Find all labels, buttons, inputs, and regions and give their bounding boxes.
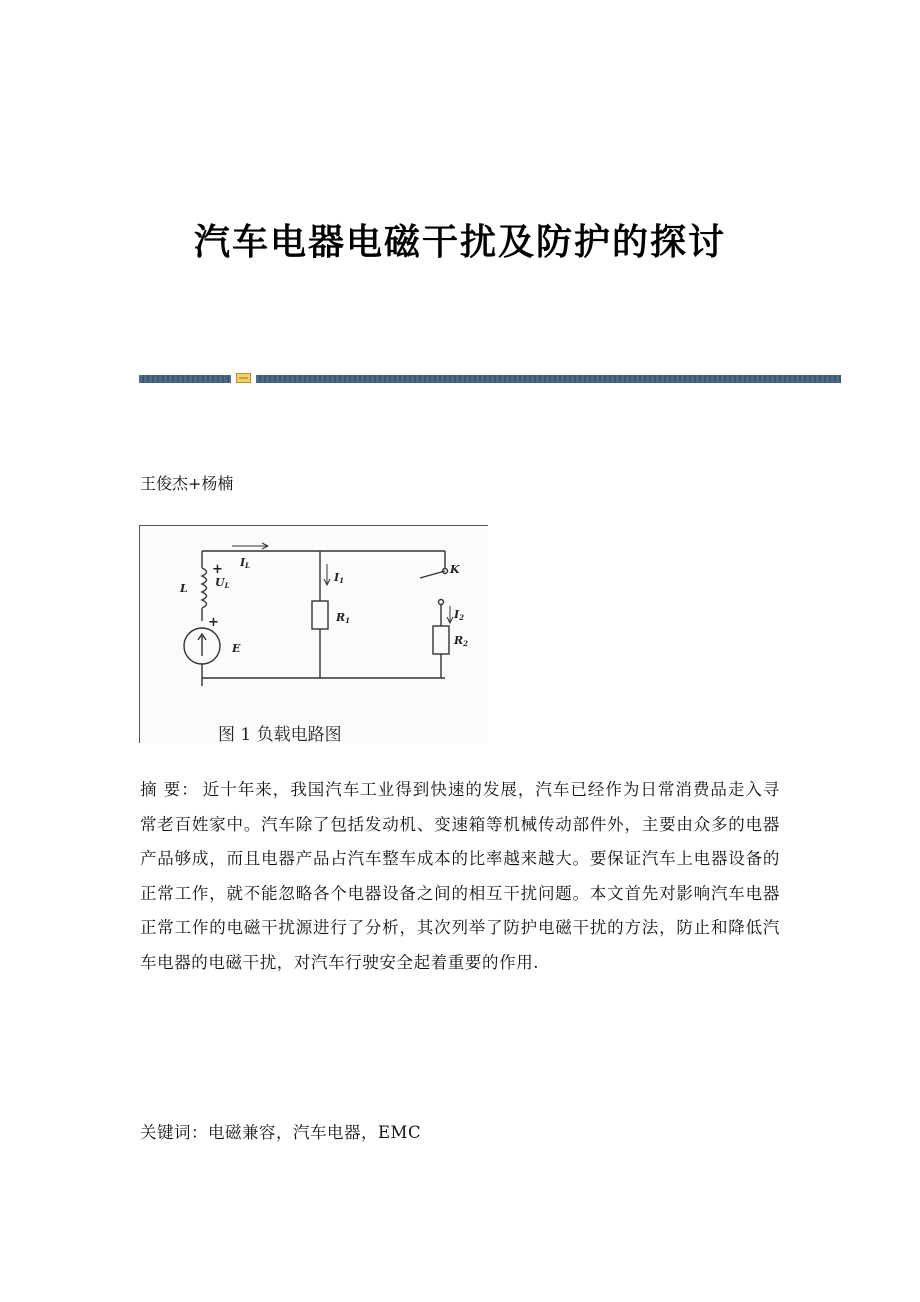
label-E: E (232, 642, 241, 655)
label-plus-top: + (212, 562, 223, 577)
figure-caption: 图 1 负载电路图 (218, 725, 342, 745)
label-R1: R1 (336, 611, 351, 625)
label-UL: UL (215, 576, 230, 590)
rule-ornament-icon (236, 373, 251, 383)
header-rule-right (256, 375, 841, 383)
author-line: 王俊杰+杨楠 (140, 474, 234, 493)
label-plus-bottom: + (208, 615, 219, 630)
label-L: L (180, 582, 188, 595)
abstract (140, 773, 780, 980)
circuit-figure (139, 525, 488, 743)
page-title: 汽车电器电磁干扰及防护的探讨 (193, 222, 726, 263)
abstract-text: 近十年来，我国汽车工业得到快速的发展，汽车已经作为日常消费品走入寻常老百姓家中。汽车除了包括发动机、变速箱等机械传动部件外，主要由众多的电器产品够成，而且电器产品占汽车整车成本的比率越来越大。要保证汽车上电器设备的正常工作，就不能忽略各个电器设备之间的相互干扰问题。本文首先对影响汽车电器正常工作的电磁干扰源进行了分析，其次列举了防护电磁干扰的方法，防止和降低汽车电器的电磁干扰，对汽车行驶安全起着重要的作用. (140, 780, 780, 972)
label-IL: IL (240, 556, 251, 570)
circuit-diagram (140, 526, 489, 744)
label-R2: R2 (454, 634, 469, 648)
label-K: K (450, 563, 460, 576)
abstract-label: 摘 要： (140, 780, 199, 799)
label-I2: I2 (454, 608, 465, 622)
header-rule-left (139, 375, 231, 383)
label-I1: I1 (334, 571, 345, 585)
keywords: 关键词：电磁兼容，汽车电器，EMC (140, 1123, 422, 1142)
